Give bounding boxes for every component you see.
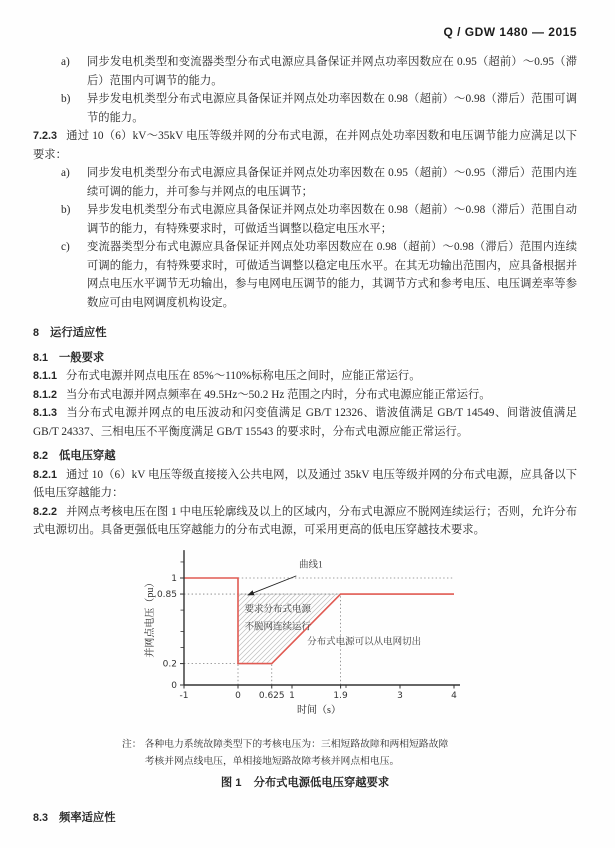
x-tick-label: 1.9	[333, 690, 348, 701]
clause-8-2-1	[33, 466, 577, 503]
list-item-c2	[61, 238, 577, 312]
voltage-profile-curve	[184, 578, 454, 664]
clause-number: 7.2.3	[33, 130, 58, 142]
figure-caption-label: 图 1	[220, 776, 242, 789]
list-text: 变流器类型分布式电源应具备保证并网点处功率因数应在 0.98（超前）～0.98（滞后）范围内连续可调的能力，有特殊要求时，可做适当调整以稳定电压水平。在其无功输出范围内，应具备根据并网点电压水平调节无功输出，参与电网电压调节的能力，其调节方式和参考电压、电压调差率等参数应可由电网调度机构设定。	[87, 241, 577, 309]
y-tick-label: 0.2	[162, 659, 177, 670]
x-tick-label: 0.625	[258, 690, 285, 701]
heading-title: 运行适应性	[50, 327, 107, 339]
note-label: 注：	[122, 738, 142, 750]
heading-8-2	[33, 447, 577, 466]
chart-annotation: 分布式电源可以从电网切出	[307, 636, 422, 647]
heading-8-1	[33, 349, 577, 368]
clause-text: 当分布式电源并网点的电压波动和闪变值满足 GB/T 12326、谐波值满足 GB/T 14549、间谐波值满足 GB/T 24337、三相电压不平衡度满足 GB/T 15543 的要求时，分布式电源应能正常运行。	[33, 407, 577, 438]
heading-8-3	[33, 809, 577, 828]
figure-note	[122, 736, 577, 770]
x-tick-label: 4	[451, 690, 457, 701]
chart-annotation: 要求分布式电源	[244, 604, 311, 615]
clause-8-2-2	[33, 503, 577, 540]
heading-title: 一般要求	[59, 351, 105, 364]
heading-number: 8.1	[33, 351, 49, 364]
lvrt-figure	[140, 545, 577, 728]
list-marker: b)	[61, 204, 71, 216]
y-axis-title: 并网点电压（pu）	[145, 577, 156, 658]
x-tick-label: 3	[397, 690, 403, 701]
chart-annotation: 不脱网连续运行	[244, 621, 311, 632]
list-text: 同步发电机类型和变流器类型分布式电源应具备保证并网点功率因数应在 0.95（超前）～0.95（滞后）范围内可调节的能力。	[87, 56, 577, 87]
clause-text: 通过 10（6）kV～35kV 电压等级并网的分布式电源，在并网点处功率因数和电压调节能力应满足以下要求：	[33, 130, 577, 161]
list-marker: c)	[61, 241, 70, 253]
list-item-b2	[61, 201, 577, 238]
clause-number: 8.2.2	[33, 505, 58, 518]
figure-caption	[33, 774, 577, 793]
clause-number: 8.1.1	[33, 370, 58, 382]
heading-number: 8.2	[33, 450, 49, 462]
curve-label-arrow	[248, 575, 297, 594]
clause-text: 通过 10（6）kV 电压等级直接接入公共电网，以及通过 35kV 电压等级并网的分布式电源，应具备以下低电压穿越能力：	[33, 468, 577, 499]
clause-text: 分布式电源并网点电压在 85%～110%标称电压之间时，应能正常运行。	[66, 370, 421, 382]
clause-number: 8.1.3	[33, 407, 58, 419]
clause-8-1-3	[33, 404, 577, 441]
y-tick-label: 1	[171, 573, 177, 584]
x-tick-label: 1	[289, 690, 295, 701]
list-item-b1	[61, 90, 577, 127]
y-tick-label: 0	[171, 680, 177, 691]
x-axis-title: 时间（s）	[297, 704, 341, 716]
lvrt-chart	[140, 545, 510, 723]
figure-caption-text: 分布式电源低电压穿越要求	[253, 776, 390, 789]
list-item-a2	[61, 164, 577, 201]
clause-number: 8.2.1	[33, 468, 58, 481]
clause-number: 8.1.2	[33, 388, 58, 401]
clause-text: 当分布式电源并网点频率在 49.5Hz～50.2 Hz 范围之内时，分布式电源应能正常运行。	[66, 388, 491, 401]
clause-text: 并网点考核电压在图 1 中电压轮廓线及以上的区域内，分布式电源应不脱网连续运行；否则，允许分布式电源切出。具备更强低电压穿越能力的分布式电源，可采用更高的低电压穿越技术要求。	[33, 505, 577, 536]
list-item-a1	[61, 53, 577, 90]
list-text: 异步发电机类型分布式电源应具备保证并网点处功率因数在 0.98（超前）～0.98（滞后）范围自动调节的能力，有特殊要求时，可做适当调整以稳定电压水平；	[87, 204, 577, 235]
heading-title: 低电压穿越	[59, 450, 116, 462]
y-tick-label: 0.85	[156, 589, 177, 600]
note-line-1: 各种电力系统故障类型下的考核电压为：三相短路故障和两相短路故障	[144, 738, 449, 750]
heading-title: 频率适应性	[59, 811, 116, 824]
x-tick-label: -1	[179, 690, 189, 701]
x-tick-label: 0	[235, 690, 241, 701]
clause-8-1-1	[33, 367, 577, 386]
heading-number: 8.3	[33, 811, 49, 824]
clause-7-2-3	[33, 127, 577, 164]
clause-8-1-2	[33, 386, 577, 405]
heading-number: 8	[33, 327, 40, 339]
list-text: 异步发电机类型分布式电源应具备保证并网点处功率因数在 0.98（超前）～0.98（滞后）范围可调节的能力。	[87, 93, 577, 124]
chart-annotation: 曲线1	[299, 559, 323, 570]
note-line-2: 考核并网点线电压，单相接地短路故障考核并网点相电压。	[144, 755, 400, 767]
page-header	[33, 25, 577, 39]
list-marker: a)	[61, 167, 70, 179]
list-marker: a)	[61, 56, 70, 68]
list-marker: b)	[61, 93, 71, 105]
heading-8	[33, 324, 577, 343]
doc-number: Q / GDW 1480 — 2015	[443, 25, 577, 39]
list-text: 同步发电机类型分布式电源应具备保证并网点处功率因数在 0.95（超前）～0.95（滞后）范围内连续可调的能力，并可参与并网点的电压调节；	[87, 167, 577, 198]
